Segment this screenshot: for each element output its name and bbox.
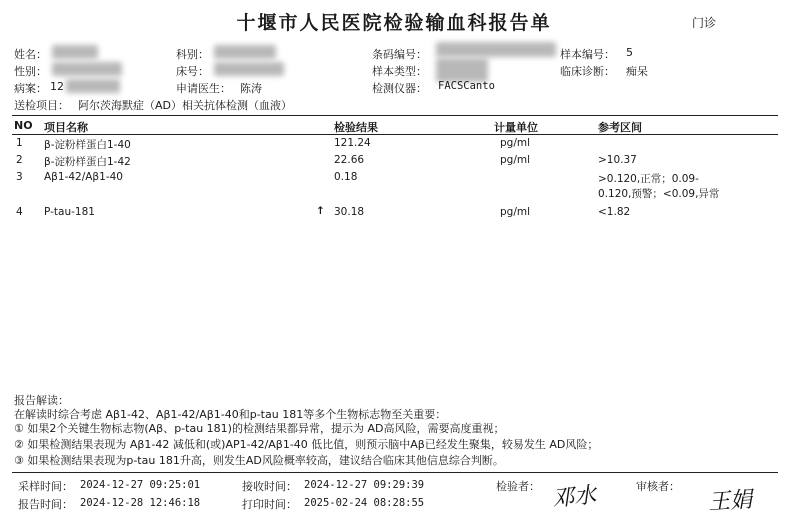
row-result: 0.18: [334, 171, 358, 183]
row-name: β-淀粉样蛋白1-42: [44, 156, 131, 168]
doctor-value: 陈涛: [240, 82, 262, 95]
col-header-range: 参考区间: [598, 121, 642, 134]
col-header-result: 检验结果: [334, 121, 378, 134]
reviewer-signature: 王娟: [707, 487, 753, 516]
row-unit: pg/ml: [500, 206, 531, 218]
sample-type-redacted: [436, 58, 488, 82]
row-result: 22.66: [334, 154, 365, 166]
row-range: >10.37: [598, 154, 637, 166]
record-value: 12: [50, 80, 64, 93]
sex-redacted: [52, 62, 122, 76]
receive-time-value: 2024-12-27 09:29:39: [304, 479, 425, 491]
row-no: 3: [16, 171, 23, 183]
row-range: >0.120,正常；0.09-: [598, 173, 699, 185]
test-item-value: 阿尔茨海默症（AD）相关抗体检测（血液）: [78, 99, 292, 112]
tester-label: 检验者：: [496, 480, 540, 493]
col-header-no: NO: [14, 119, 33, 132]
row-result: 30.18: [334, 206, 365, 218]
row-name: Aβ1-42/Aβ1-40: [44, 171, 123, 183]
print-time-label: 打印时间：: [242, 498, 297, 511]
print-time-value: 2025-02-24 08:28:55: [304, 497, 425, 509]
bed-label: 床号：: [176, 65, 209, 78]
row-result: 121.24: [334, 137, 371, 149]
collect-time-label: 采样时间：: [18, 480, 73, 493]
interpretation-heading: 报告解读：: [14, 394, 69, 407]
sample-no-value: 5: [626, 46, 633, 59]
row-name: β-淀粉样蛋白1-40: [44, 139, 131, 151]
instrument-label: 检测仪器：: [372, 82, 427, 95]
row-range: <1.82: [598, 206, 631, 218]
dept-redacted: [214, 45, 276, 59]
col-header-name: 项目名称: [44, 121, 88, 134]
row-no: 4: [16, 206, 23, 218]
interpretation-item: ③ 如果检测结果表现为p-tau 181升高，则发生AD风险概率较高，建议结合临床其他信息综合判断。: [14, 454, 504, 467]
col-header-unit: 计量单位: [494, 121, 538, 134]
name-redacted: [52, 45, 98, 59]
row-unit: pg/ml: [500, 137, 531, 149]
barcode-redacted: [436, 42, 556, 57]
bed-redacted: [214, 62, 284, 76]
doctor-label: 申请医生：: [176, 82, 231, 95]
high-flag-arrow: ↑: [316, 205, 325, 217]
interpretation-item: ② 如果检测结果表现为 Aβ1-42 减低和(或)AP1-42/Aβ1-40 低比值，则预示脑中Aβ已经发生聚集，较易发生 AD风险；: [14, 438, 599, 451]
barcode-label: 条码编号：: [372, 48, 427, 61]
dept-label: 科别：: [176, 48, 209, 61]
instrument-value: FACSCanto: [438, 80, 495, 92]
tester-signature: 邓水: [551, 482, 598, 513]
row-no: 1: [16, 137, 23, 149]
reviewer-label: 审核者：: [636, 480, 680, 493]
row-unit: pg/ml: [500, 154, 531, 166]
sex-label: 性别：: [14, 65, 47, 78]
collect-time-value: 2024-12-27 09:25:01: [80, 479, 201, 491]
record-redacted: [66, 79, 120, 93]
report-time-value: 2024-12-28 12:46:18: [80, 497, 201, 509]
interpretation-intro: 在解读时综合考虑 Aβ1-42、Aβ1-42/Aβ1-40和p-tau 181等多个生物标志物至关重要：: [14, 408, 447, 421]
footer-rule: [12, 472, 778, 473]
test-item-label: 送检项目：: [14, 99, 69, 112]
table-top-rule: [12, 115, 778, 116]
sample-type-label: 样本类型：: [372, 65, 427, 78]
row-no: 2: [16, 154, 23, 166]
report-title: 十堰市人民医院检验输血科报告单: [236, 12, 552, 34]
diagnosis-label: 临床诊断：: [560, 65, 615, 78]
name-label: 姓名：: [14, 48, 47, 61]
diagnosis-value: 痴呆: [626, 65, 648, 78]
row-range-continued: 0.120,预警；<0.09,异常: [598, 188, 720, 200]
table-header-rule: [12, 134, 778, 135]
sample-no-label: 样本编号：: [560, 48, 615, 61]
record-label: 病案：: [14, 82, 47, 95]
clinic-type: 门诊: [692, 16, 717, 30]
interpretation-item: ① 如果2个关键生物标志物(Aβ、p-tau 181)的检测结果都异常，提示为 AD高风险，需要高度重视；: [14, 422, 505, 435]
report-time-label: 报告时间：: [18, 498, 73, 511]
receive-time-label: 接收时间：: [242, 480, 297, 493]
row-name: P-tau-181: [44, 206, 95, 218]
